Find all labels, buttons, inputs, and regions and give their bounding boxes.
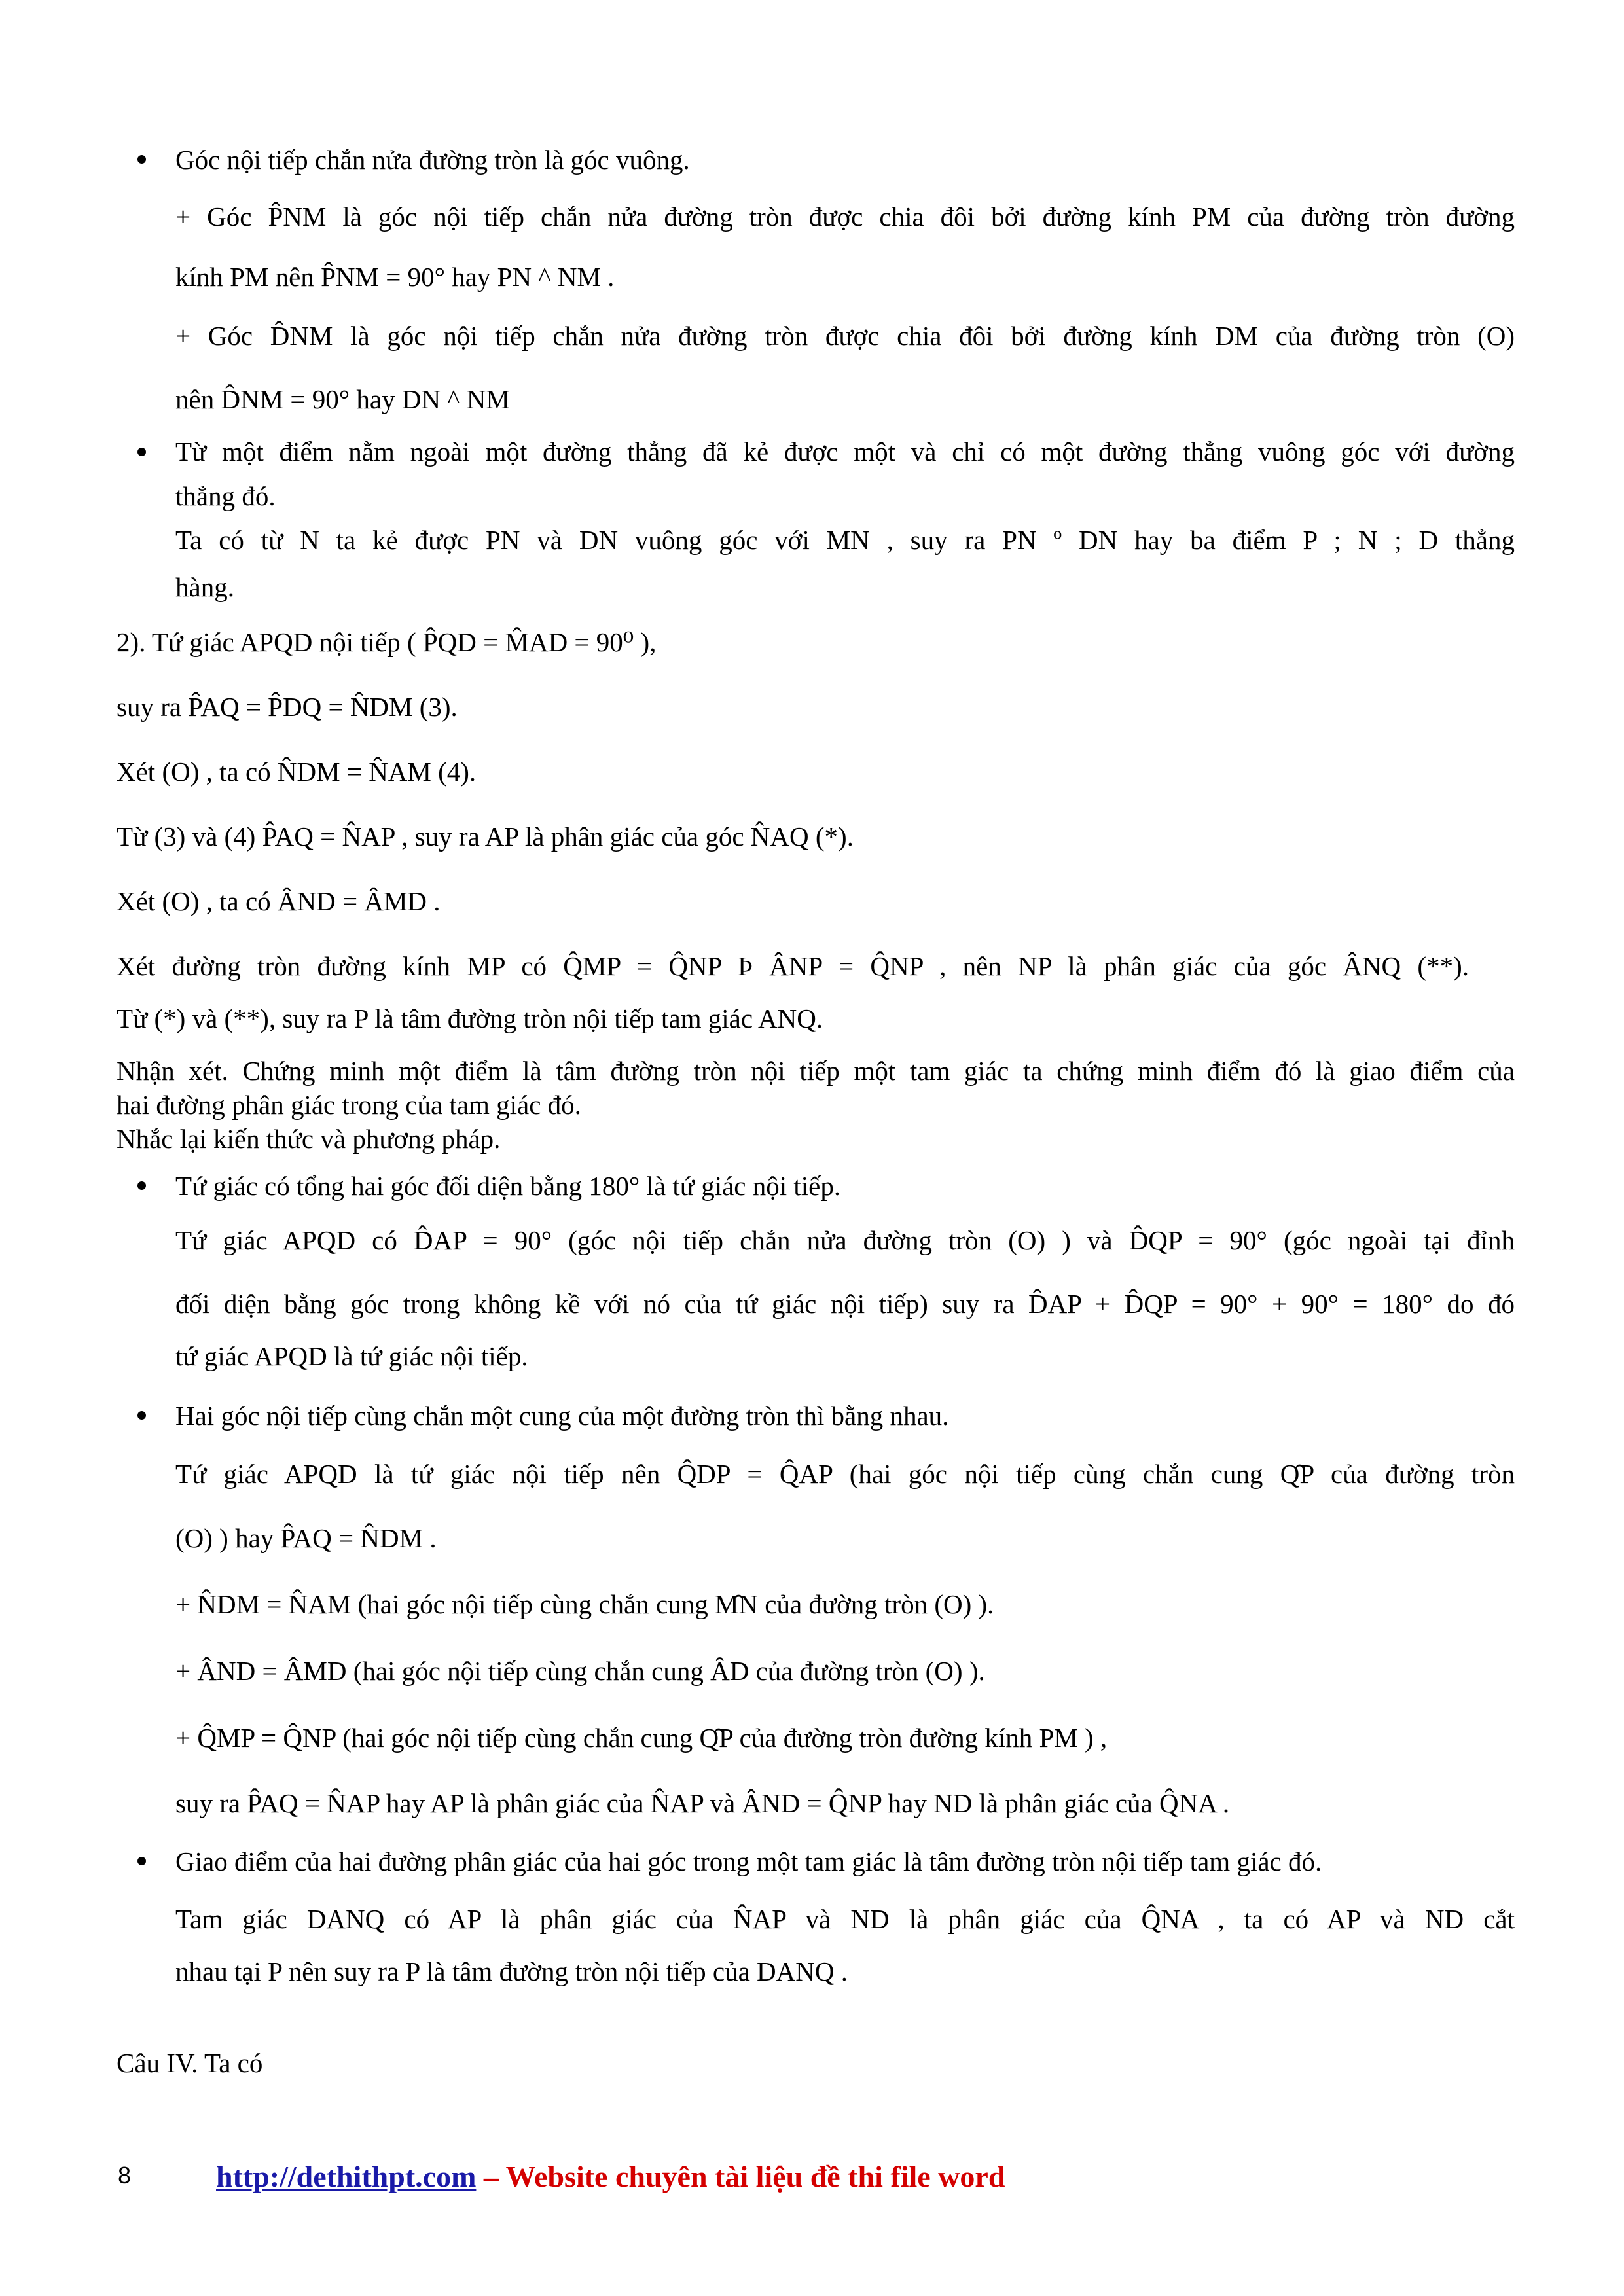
text-line: Xét (O) , ta có ÂND = ÂMD . [117,886,441,916]
text-line: Nhắc lại kiến thức và phương pháp. [117,1124,501,1154]
text-line: Xét đường tròn đường kính MP có Q̂MP = Q̂NP Þ ÂNP = Q̂NP , nên NP là phân giác của góc ÂNQ (**). [117,951,1469,981]
bullet-5 [137,1857,146,1865]
text-line: tứ giác APQD là tứ giác nội tiếp. [175,1341,528,1371]
text-line: Góc nội tiếp chắn nửa đường tròn là góc vuông. [175,145,690,175]
text-line: nhau tại P nên suy ra P là tâm đường tròn nội tiếp của DANQ . [175,1956,848,1986]
footer-tagline: Website chuyên tài liệu đề thi file word [505,2160,1005,2193]
text-line: + ÂND = ÂMD (hai góc nội tiếp cùng chắn cung ȂD của đường tròn (O) ). [175,1656,985,1686]
text-line: Từ (3) và (4) P̂AQ = N̂AP , suy ra AP là phân giác của góc N̂AQ (*). [117,821,854,852]
text-line: + N̂DM = N̂AM (hai góc nội tiếp cùng chắn cung M̑N của đường tròn (O) ). [175,1589,994,1619]
text-line: Hai góc nội tiếp cùng chắn một cung của một đường tròn thì bằng nhau. [175,1401,949,1431]
text-line: Nhận xét. Chứng minh một điểm là tâm đường tròn nội tiếp một tam giác ta chứng minh điểm đó là giao điểm của [117,1056,1515,1086]
text-line: Từ (*) và (**), suy ra P là tâm đường tròn nội tiếp tam giác ANQ. [117,1003,823,1033]
text-line: Xét (O) , ta có N̂DM = N̂AM (4). [117,757,477,787]
text-line: Từ một điểm nằm ngoài một đường thẳng đã kẻ được một và chỉ có một đường thẳng vuông góc với đường [175,437,1515,467]
text-line: + Q̂MP = Q̂NP (hai góc nội tiếp cùng chắn cung Q̑P của đường tròn đường kính PM ) , [175,1723,1108,1753]
text-line: 2). Tứ giác APQD nội tiếp ( P̂QD = M̂AD = 90⁰ ), [117,627,657,657]
bullet-4 [137,1411,146,1420]
footer [216,2159,1005,2195]
text-line: + Góc P̂NM là góc nội tiếp chắn nửa đường tròn được chia đôi bởi đường kính PM của đường tròn đường [175,202,1515,232]
bullet-3 [137,1181,146,1190]
text-line: Tứ giác có tổng hai góc đối diện bằng 180° là tứ giác nội tiếp. [175,1171,841,1201]
text-line: hàng. [175,572,234,602]
text-line: suy ra P̂AQ = N̂AP hay AP là phân giác của N̂AP và ÂND = Q̂NP hay ND là phân giác của Q̂NA . [175,1788,1230,1818]
text-line: Tam giác DANQ có AP là phân giác của N̂AP và ND là phân giác của Q̂NA , ta có AP và ND cắt [175,1904,1515,1934]
text-line: nên D̂NM = 90° hay DN ^ NM [175,384,510,414]
text-line: kính PM nên P̂NM = 90° hay PN ^ NM . [175,262,615,292]
text-line: đối diện bằng góc trong không kề với nó của tứ giác nội tiếp) suy ra D̂AP + D̂QP = 90° + 90° = 180° do đó [175,1289,1515,1319]
text-line: hai đường phân giác trong của tam giác đó. [117,1090,581,1120]
footer-link[interactable]: http://dethithpt.com [216,2160,477,2193]
text-line: Tứ giác APQD có D̂AP = 90° (góc nội tiếp chắn nửa đường tròn (O) ) và D̂QP = 90° (góc ngoài tại đỉnh [175,1225,1515,1255]
text-line: (O) ) hay P̂AQ = N̂DM . [175,1523,437,1553]
text-line: suy ra P̂AQ = P̂DQ = N̂DM (3). [117,692,458,722]
text-line: Tứ giác APQD là tứ giác nội tiếp nên Q̂DP = Q̂AP (hai góc nội tiếp cùng chắn cung Q̑P của đường tròn [175,1459,1515,1489]
page-number: 8 [118,2162,132,2189]
text-line: Ta có từ N ta kẻ được PN và DN vuông góc với MN , suy ra PN º DN hay ba điểm P ; N ; D thẳng [175,525,1515,555]
text-line: Giao điểm của hai đường phân giác của hai góc trong một tam giác là tâm đường tròn nội tiếp tam giác đó. [175,1846,1322,1876]
footer-separator: – [483,2160,499,2193]
text-line: + Góc D̂NM là góc nội tiếp chắn nửa đường tròn được chia đôi bởi đường kính DM của đường tròn (O) [175,321,1515,351]
bullet-2 [137,448,146,456]
text-line: thẳng đó. [175,481,276,511]
text-line: Câu IV. Ta có [117,2048,263,2078]
bullet-1 [137,155,146,164]
